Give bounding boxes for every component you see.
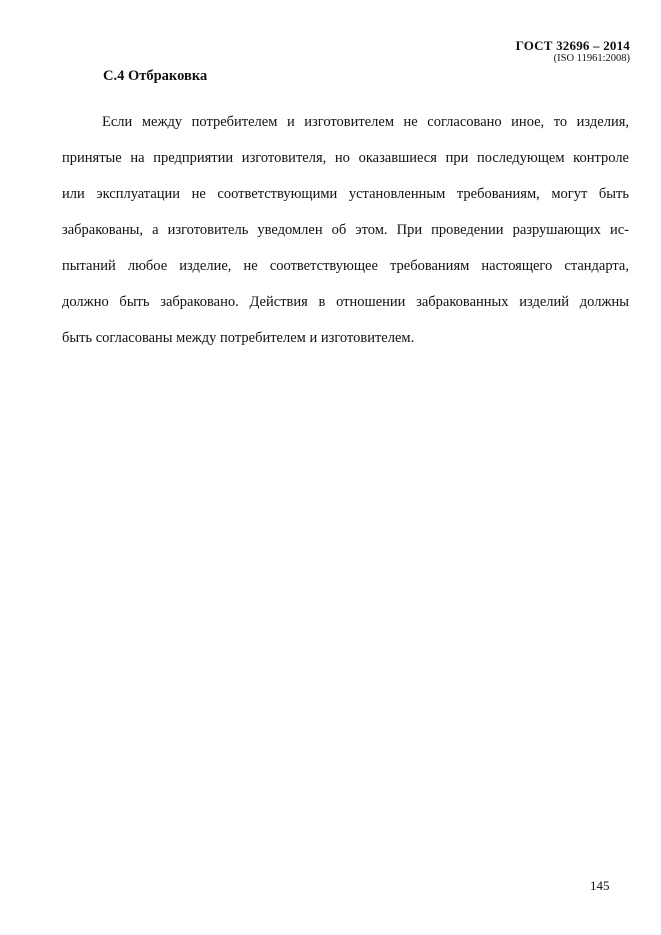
paragraph-line: Если между потребителем и изготовителем не согласовано иное, то изделия, <box>102 114 629 130</box>
paragraph-line: пытаний любое изделие, не соответствующее требованиям настоящего стандарта, <box>62 258 629 274</box>
paragraph-line: принятые на предприятии изготовителя, но оказавшиеся при последующем контроле <box>62 150 629 166</box>
iso-reference: (ISO 11961:2008) <box>553 53 630 64</box>
paragraph-line: или эксплуатации не соответствующими установленным требованиям, могут быть <box>62 186 629 202</box>
section-title: C.4 Отбраковка <box>103 68 208 84</box>
paragraph-line: быть согласованы между потребителем и изготовителем. <box>62 330 415 346</box>
document-code: ГОСТ 32696 – 2014 <box>515 38 630 53</box>
body-paragraph <box>62 104 629 356</box>
paragraph-line: забракованы, а изготовитель уведомлен об этом. При проведении разрушающих ис- <box>62 222 629 238</box>
page-header <box>516 38 630 65</box>
page-number: 145 <box>590 878 610 893</box>
paragraph-line: должно быть забраковано. Действия в отношении забракованных изделий должны <box>62 294 629 310</box>
